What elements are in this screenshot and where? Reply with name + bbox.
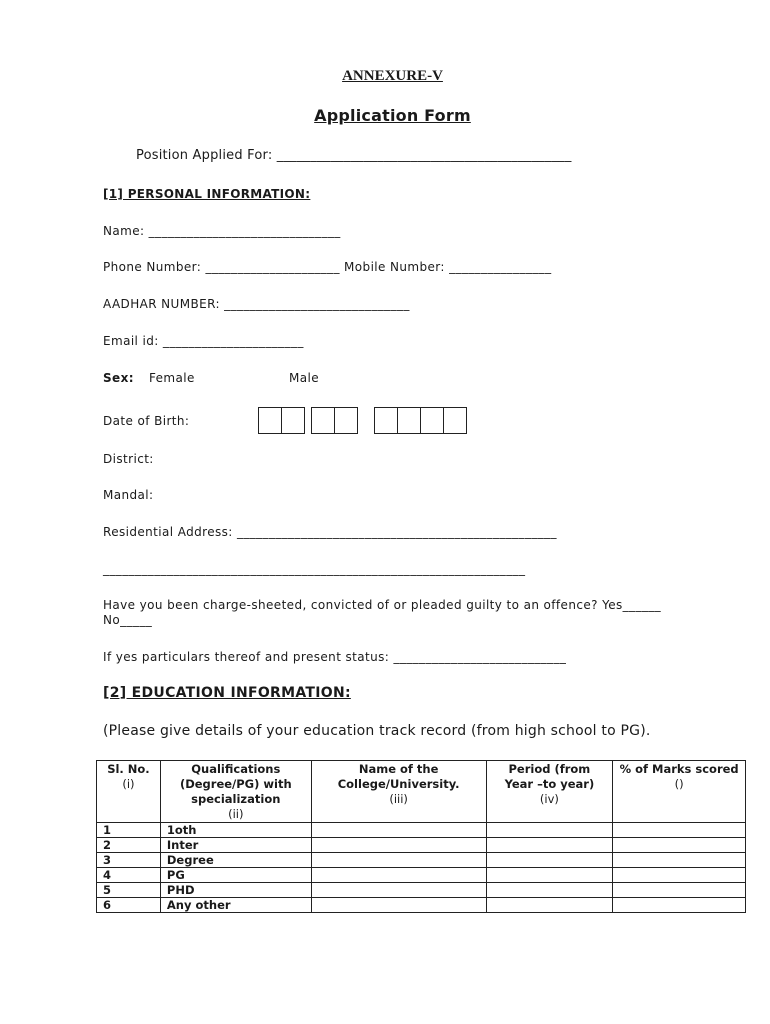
period-cell[interactable] xyxy=(486,838,613,853)
qualification-cell: 1oth xyxy=(160,823,311,838)
college-cell[interactable] xyxy=(311,823,486,838)
sex-option-female[interactable]: Female xyxy=(149,371,195,385)
education-info-heading: [2] EDUCATION INFORMATION: xyxy=(103,685,351,701)
offence-question[interactable]: Have you been charge-sheeted, convicted of or pleaded guilty to an offence? Yes______ xyxy=(103,598,662,612)
dob-year-boxes[interactable] xyxy=(374,407,467,434)
address-continuation-field[interactable]: __________________________________________________________________ xyxy=(103,562,526,576)
name-field[interactable]: Name: ______________________________ xyxy=(103,224,341,238)
district-field[interactable]: District: xyxy=(103,452,154,466)
sl-no-cell: 3 xyxy=(97,853,161,868)
qualification-cell: PHD xyxy=(160,883,311,898)
table-row xyxy=(97,883,746,898)
marks-cell[interactable] xyxy=(613,883,746,898)
address-field[interactable]: Residential Address: __________________________________________________ xyxy=(103,525,557,539)
aadhar-field[interactable]: AADHAR NUMBER: _____________________________ xyxy=(103,297,410,311)
phone-mobile-field[interactable]: Phone Number: _____________________ Mobile Number: ________________ xyxy=(103,260,552,274)
marks-cell[interactable] xyxy=(613,838,746,853)
email-field[interactable]: Email id: ______________________ xyxy=(103,334,304,348)
table-row xyxy=(97,868,746,883)
sex-label: Sex: xyxy=(103,371,134,385)
col-header-college: Name of the College/University. (iii) xyxy=(311,761,486,823)
table-header-row xyxy=(97,761,746,823)
qualification-cell: Degree xyxy=(160,853,311,868)
col-header-qualifications: Qualifications (Degree/PG) with specialization (ii) xyxy=(160,761,311,823)
dob-label: Date of Birth: xyxy=(103,414,190,428)
dob-day-boxes[interactable] xyxy=(258,407,305,434)
dob-month-boxes[interactable] xyxy=(311,407,358,434)
sl-no-cell: 1 xyxy=(97,823,161,838)
marks-cell[interactable] xyxy=(613,853,746,868)
education-instruction: (Please give details of your education track record (from high school to PG). xyxy=(103,723,651,739)
particulars-field[interactable]: If yes particulars thereof and present status: ___________________________ xyxy=(103,650,567,664)
table-row xyxy=(97,853,746,868)
period-cell[interactable] xyxy=(486,868,613,883)
marks-cell[interactable] xyxy=(613,898,746,913)
mandal-field[interactable]: Mandal: xyxy=(103,488,154,502)
sl-no-cell: 6 xyxy=(97,898,161,913)
period-cell[interactable] xyxy=(486,883,613,898)
table-row xyxy=(97,823,746,838)
col-header-sl-no: Sl. No. (i) xyxy=(97,761,161,823)
form-title: Application Form xyxy=(314,106,471,125)
table-row xyxy=(97,898,746,913)
col-header-marks: % of Marks scored () xyxy=(613,761,746,823)
marks-cell[interactable] xyxy=(613,823,746,838)
annexure-label: ANNEXURE-V xyxy=(342,68,443,84)
college-cell[interactable] xyxy=(311,853,486,868)
period-cell[interactable] xyxy=(486,898,613,913)
sl-no-cell: 5 xyxy=(97,883,161,898)
sl-no-cell: 4 xyxy=(97,868,161,883)
personal-info-heading: [1] PERSONAL INFORMATION: xyxy=(103,187,311,201)
col-header-period: Period (from Year –to year) (iv) xyxy=(486,761,613,823)
college-cell[interactable] xyxy=(311,838,486,853)
period-cell[interactable] xyxy=(486,823,613,838)
offence-no-option[interactable]: No_____ xyxy=(103,613,153,627)
college-cell[interactable] xyxy=(311,898,486,913)
qualification-cell: PG xyxy=(160,868,311,883)
college-cell[interactable] xyxy=(311,868,486,883)
table-row xyxy=(97,838,746,853)
position-applied-field[interactable]: Position Applied For: ____________________________________________ xyxy=(136,148,572,163)
period-cell[interactable] xyxy=(486,853,613,868)
sl-no-cell: 2 xyxy=(97,838,161,853)
qualification-cell: Inter xyxy=(160,838,311,853)
qualification-cell: Any other xyxy=(160,898,311,913)
college-cell[interactable] xyxy=(311,883,486,898)
sex-option-male[interactable]: Male xyxy=(289,371,320,385)
marks-cell[interactable] xyxy=(613,868,746,883)
education-table xyxy=(96,760,746,913)
